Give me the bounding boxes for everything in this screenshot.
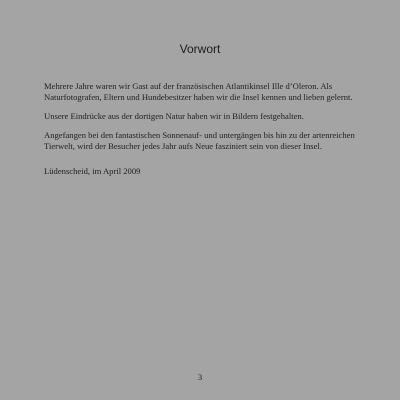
page-number: 3 (197, 372, 203, 382)
place-date-signature: Lüdenscheid, im April 2009 (44, 166, 141, 176)
paragraph-nature: Angefangen bei den fantastischen Sonnenauf- und untergängen bis hin zu der artenreichen Tierwelt, wird der Besucher jedes Jahr aufs Neue fasziniert sein von dieser Insel. (44, 130, 355, 151)
paragraph-impressions: Unsere Eindrücke aus der dortigen Natur haben wir in Bildern festgehalten. (44, 111, 304, 121)
page-title: Vorwort (179, 42, 221, 56)
preface-body (44, 81, 374, 185)
paragraph-intro: Mehrere Jahre waren wir Gast auf der französischen Atlantikinsel Ille d’Oleron. Als Naturfotografen, Eltern und Hundebesitzer haben wir die Insel kennen und lieben gelernt. (44, 81, 353, 102)
